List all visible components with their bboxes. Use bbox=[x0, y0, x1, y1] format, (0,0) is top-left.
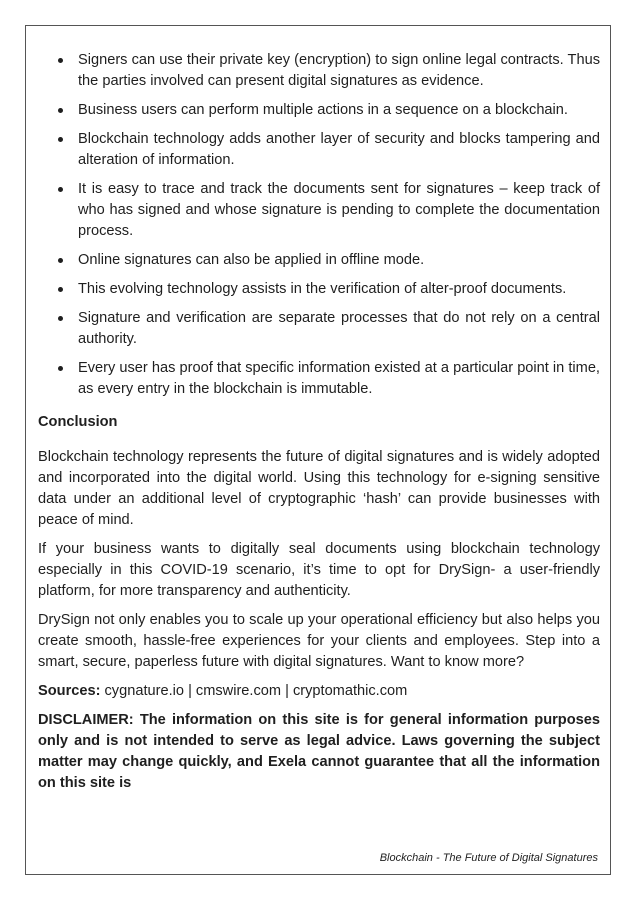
bullet-icon bbox=[58, 287, 63, 292]
benefits-list bbox=[38, 50, 600, 400]
list-item bbox=[38, 308, 600, 350]
page-footer: Blockchain - The Future of Digital Signatures bbox=[379, 852, 598, 864]
list-item bbox=[38, 179, 600, 242]
disclaimer-text: DISCLAIMER: The information on this site is for general information purposes only and is not intended to serve as legal advice. Laws governing the subject matter may change quickly, and Exela cannot guarantee that all the information on this site is bbox=[38, 712, 600, 791]
bullet-icon bbox=[58, 187, 63, 192]
list-item-text: This evolving technology assists in the verification of alter-proof documents. bbox=[78, 281, 567, 297]
bullet-icon bbox=[58, 258, 63, 263]
bullet-icon bbox=[58, 108, 63, 113]
bullet-icon bbox=[58, 58, 63, 63]
conclusion-paragraph: Blockchain technology represents the future of digital signatures and is widely adopted and incorporated into the digital world. Using this technology for e-signing sensitive data under an additional level of cryptographic ‘hash’ can provide businesses with peace of mind. bbox=[38, 449, 600, 528]
list-item-text: Online signatures can also be applied in offline mode. bbox=[78, 252, 425, 268]
bullet-icon bbox=[58, 366, 63, 371]
list-item bbox=[38, 129, 600, 171]
bullet-icon bbox=[58, 137, 63, 142]
conclusion-heading: Conclusion bbox=[38, 414, 118, 430]
list-item-text: Signers can use their private key (encryption) to sign online legal contracts. Thus the parties involved can present digital signatures as evidence. bbox=[78, 52, 600, 89]
sources-text: cygnature.io | cmswire.com | cryptomathic.com bbox=[100, 683, 408, 699]
list-item bbox=[38, 250, 600, 271]
list-item bbox=[38, 358, 600, 400]
list-item bbox=[38, 100, 600, 121]
list-item-text: Signature and verification are separate processes that do not rely on a central authority. bbox=[78, 310, 600, 347]
list-item-text: Blockchain technology adds another layer of security and blocks tampering and alteration of information. bbox=[78, 131, 600, 168]
bullet-icon bbox=[58, 316, 63, 321]
list-item bbox=[38, 279, 600, 300]
sources-line bbox=[38, 681, 600, 702]
document-body bbox=[38, 50, 600, 802]
conclusion-paragraph: If your business wants to digitally seal documents using blockchain technology especially in this COVID-19 scenario, it’s time to opt for DrySign- a user-friendly platform, for more transparency and authenticity. bbox=[38, 541, 600, 599]
list-item-text: It is easy to trace and track the documents sent for signatures – keep track of who has signed and whose signature is pending to complete the documentation process. bbox=[78, 181, 600, 239]
list-item-text: Business users can perform multiple actions in a sequence on a blockchain. bbox=[78, 102, 568, 118]
list-item bbox=[38, 50, 600, 92]
sources-label: Sources: bbox=[38, 683, 101, 699]
conclusion-paragraph: DrySign not only enables you to scale up your operational efficiency but also helps you create smooth, hassle-free experiences for your clients and employees. Step into a smart, secure, paperless future with digital signatures. Want to know more? bbox=[38, 612, 600, 670]
list-item-text: Every user has proof that specific information existed at a particular point in time, as every entry in the blockchain is immutable. bbox=[78, 360, 600, 397]
